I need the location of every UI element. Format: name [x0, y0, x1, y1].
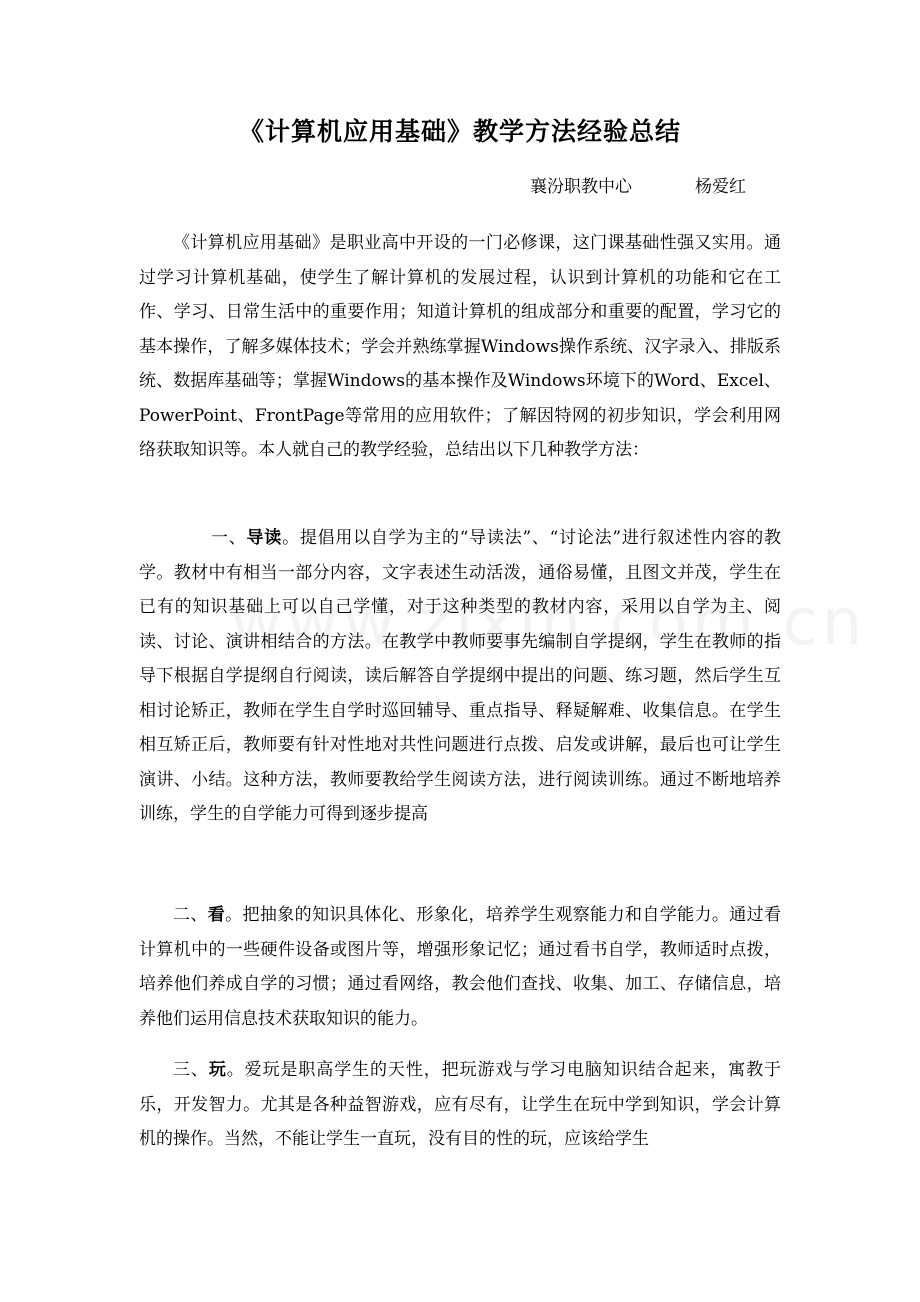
section-heading: 玩 — [208, 1060, 227, 1080]
section-body: 。提倡用以自学为主的“导读法”、“讨论法”进行叙述性内容的教学。教材中有相当一部分内容，文字表述生动活泼，通俗易懂，且图文并茂，学生在已有的知识基础上可以自己学懂，对于这种类型的教材内容，采用以自学为主、阅读、讨论、演讲相结合的方法。在教学中教师要事先编制自学提纲，学生在教师的指导下根据自学提纲自行阅读，读后解答自学提纲中提出的问题、练习题，然后学生互相讨论矫正，教师在学生自学时巡回辅导、重点指导、释疑解难、收集信息。在学生相互矫正后，教师要有针对性地对共性问题进行点拨、启发或讲解，最后也可让学生演讲、小结。这种方法，教师要教给学生阅读方法，进行阅读训练。通过不断地培养训练，学生的自学能力可得到逐步提高 — [139, 528, 782, 824]
author-org: 襄汾职教中心 — [530, 177, 632, 197]
section-prefix: 三、 — [173, 1060, 209, 1080]
section-body: 。爱玩是职高学生的天性，把玩游戏与学习电脑知识结合起来，寓教于乐，开发智力。尤其是各种益智游戏，应有尽有，让学生在玩中学到知识，学会计算机的操作。当然，不能让学生一直玩，没有目的性的玩，应该给学生 — [139, 1060, 782, 1149]
intro-paragraph: 《计算机应用基础》是职业高中开设的一门必修课，这门课基础性强又实用。通过学习计算机基础，使学生了解计算机的发展过程，认识到计算机的功能和它在工作、学习、日常生活中的重要作用；知道计算机的组成部分和重要的配置，学习它的基本操作，了解多媒体技术；学会并熟练掌握Windows操作系统、汉字录入、排版系统、数据库基础等；掌握Windows的基本操作及Windows环境下的Word、Excel、PowerPoint、FrontPage等常用的应用软件；了解因特网的初步知识，学会利用网络获取知识等。本人就自己的教学经验，总结出以下几种教学方法： — [139, 233, 781, 460]
section-heading: 导读 — [246, 528, 283, 548]
section-prefix: 一、 — [211, 528, 247, 548]
section-heading: 看 — [207, 905, 226, 925]
author-name: 杨爱红 — [695, 177, 746, 197]
section-paragraph-1 — [139, 521, 781, 832]
author-line — [530, 172, 746, 197]
section-body: 。把抽象的知识具体化、形象化，培养学生观察能力和自学能力。通过看计算机中的一些硬件设备或图片等，增强形象记忆；通过看书自学，教师适时点拨，培养他们养成自学的习惯；通过看网络，教会他们查找、收集、加工、存储信息，培养他们运用信息技术获取知识的能力。 — [139, 905, 782, 1029]
section-paragraph-2 — [139, 898, 781, 1036]
section-prefix: 二、 — [173, 905, 208, 925]
document-title: 《计算机应用基础》教学方法经验总结 — [238, 117, 681, 146]
section-paragraph-3 — [139, 1053, 781, 1157]
